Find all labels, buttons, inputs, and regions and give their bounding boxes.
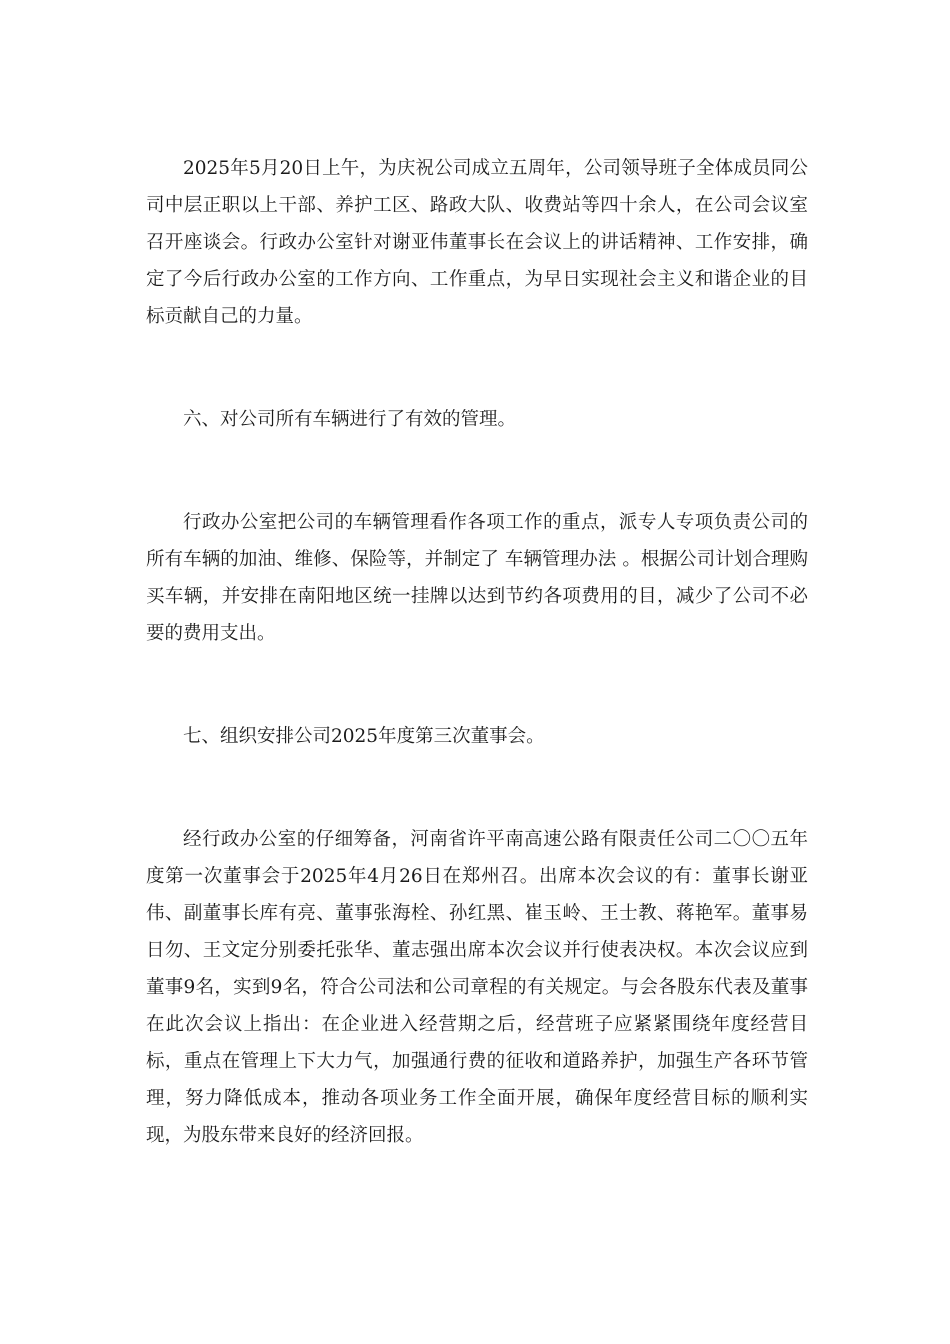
section-heading-vehicle-management: 六、对公司所有车辆进行了有效的管理。 [183, 409, 517, 430]
paragraph-vehicle-management: 行政办公室把公司的车辆管理看作各项工作的重点，派专人专项负责公司的所有车辆的加油、维修、保险等，并制定了 车辆管理办法 。根据公司计划合理购买车辆，并安排在南阳地区统一挂牌以达到节约各项费用的目，减少了公司不必要的费用支出。 [146, 512, 808, 644]
document-body [146, 150, 808, 1154]
paragraph-board-meeting: 经行政办公室的仔细筹备，河南省许平南高速公路有限责任公司二〇〇五年度第一次董事会于2025年4月26日在郑州召。出席本次会议的有：董事长谢亚伟、副董事长库有亮、董事张海栓、孙红黑、崔玉岭、王士教、蒋艳军。董事易日勿、王文定分别委托张华、董志强出席本次会议并行使表决权。本次会议应到董事9名，实到9名，符合公司法和公司章程的有关规定。与会各股东代表及董事在此次会议上指出：在企业进入经营期之后，经营班子应紧紧围绕年度经营目标，重点在管理上下大力气，加强通行费的征收和道路养护，加强生产各环节管理，努力降低成本，推动各项业务工作全面开展，确保年度经营目标的顺利实现，为股东带来良好的经济回报。 [146, 829, 808, 1146]
paragraph-anniversary-meeting: 2025年5月20日上午，为庆祝公司成立五周年，公司领导班子全体成员同公司中层正职以上干部、养护工区、路政大队、收费站等四十余人，在公司会议室召开座谈会。行政办公室针对谢亚伟董事长在会议上的讲话精神、工作安排，确定了今后行政办公室的工作方向、工作重点，为早日实现社会主义和谐企业的目标贡献自己的力量。 [146, 158, 808, 327]
section-heading-board-meeting: 七、组织安排公司2025年度第三次董事会。 [183, 726, 545, 747]
